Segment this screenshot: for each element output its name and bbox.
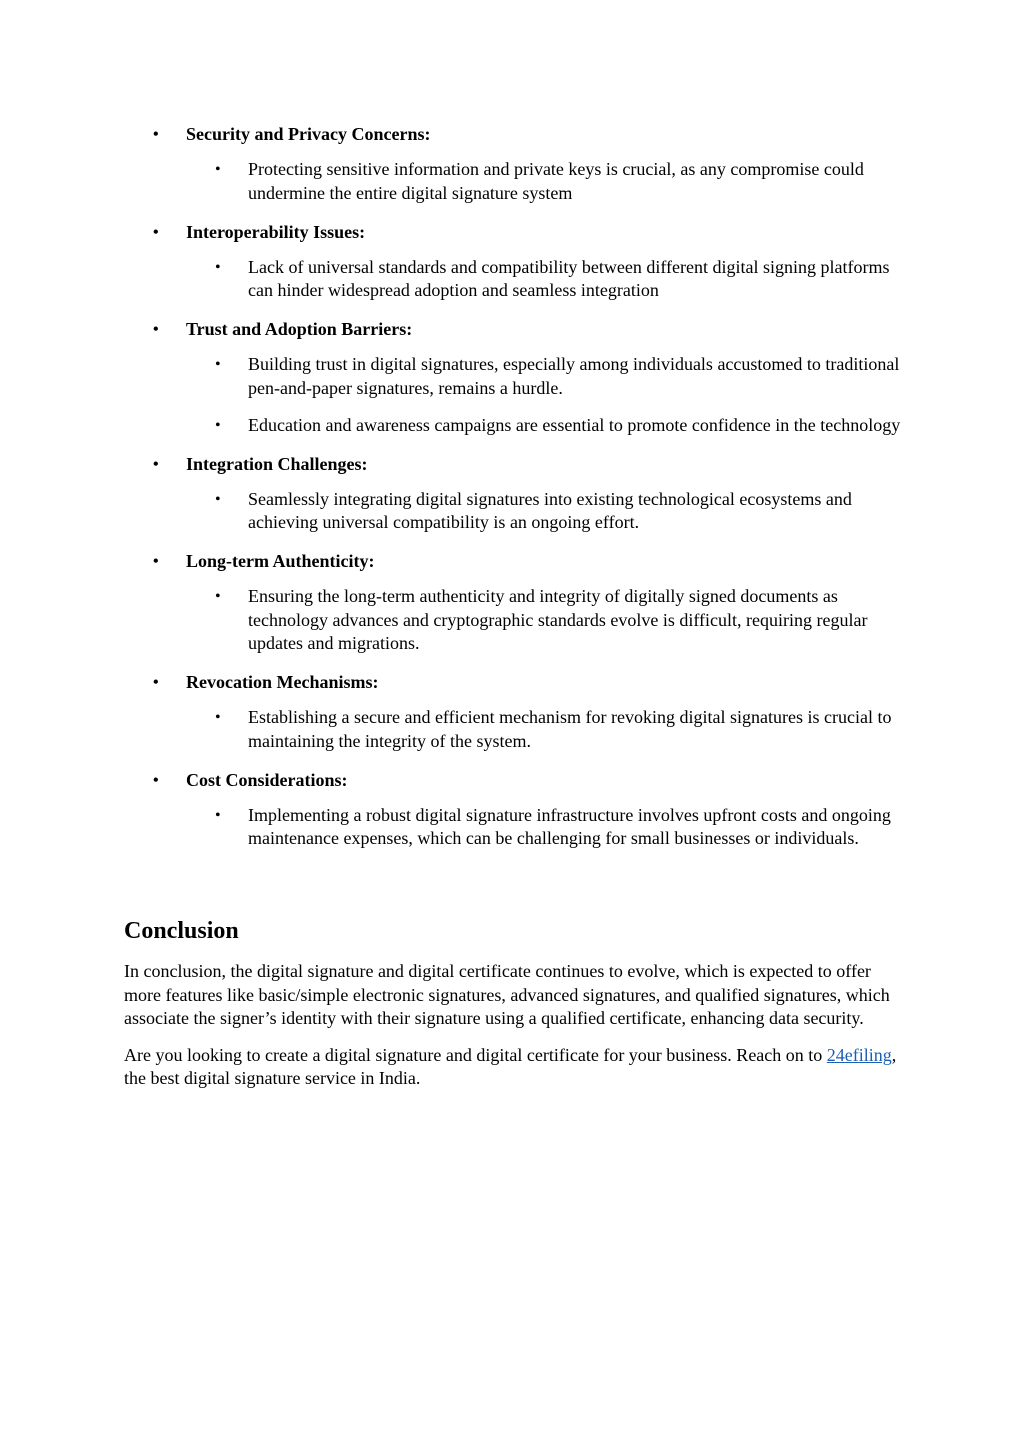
conclusion-paragraph: In conclusion, the digital signature and digital certificate continues to evolve, which is expected to offer more features like basic/simple electronic signatures, advanced signatures, and qualified signatures, which associate the signer’s identity with their signature using a qualified certificate, enhancing data security. — [124, 961, 890, 1028]
sub-list-item-text: Seamlessly integrating digital signatures into existing technological ecosystems and achieving universal compatibility is an ongoing effort. — [248, 488, 852, 532]
cta-text-before: Are you looking to create a digital signature and digital certificate for your business. Reach on to — [124, 1044, 827, 1065]
list-item-title — [153, 548, 1023, 575]
24efiling-link[interactable]: 24efiling — [826, 1044, 892, 1065]
conclusion-heading: Conclusion — [124, 918, 239, 944]
sub-list-item-text: Lack of universal standards and compatibility between different digital signing platforms can hinder widespread adoption and seamless integration — [248, 256, 890, 300]
list-item — [0, 767, 1023, 851]
list-item-title-text: Interoperability Issues: — [186, 221, 366, 242]
list-item-title — [153, 121, 1023, 148]
sub-list-item-text: Ensuring the long-term authenticity and integrity of digitally signed documents as technology advances and cryptographic standards evolve is difficult, requiring regular updates and migrations. — [248, 586, 868, 653]
sub-list-item — [215, 706, 908, 753]
bullet-icon: • — [215, 161, 221, 178]
list-item — [0, 219, 1023, 303]
sub-list-item-text: Establishing a secure and efficient mechanism for revoking digital signatures is crucial to maintaining the integrity of the system. — [248, 707, 892, 751]
call-to-action-paragraph — [124, 1044, 904, 1091]
list-item-title-text: Integration Challenges: — [186, 453, 368, 474]
list-item — [0, 669, 1023, 753]
bullet-icon: • — [153, 455, 159, 473]
list-item — [0, 548, 1023, 656]
sub-list-item — [215, 256, 908, 303]
bullet-icon: • — [153, 321, 159, 338]
bullet-icon: • — [215, 356, 221, 373]
sub-list — [0, 488, 1023, 535]
list-item-title — [153, 767, 1023, 794]
bullet-icon: • — [215, 709, 221, 726]
sub-list-item — [215, 585, 908, 656]
list-item-title-text: Long-term Authenticity: — [186, 551, 375, 571]
bullet-icon: • — [153, 126, 159, 143]
sub-list — [0, 706, 1023, 753]
bullet-icon: • — [215, 588, 221, 605]
list-item-title — [153, 669, 1023, 696]
list-item-title — [153, 451, 1023, 478]
list-item-title — [153, 316, 1023, 343]
sub-list-item — [215, 804, 908, 851]
list-item-title-text: Revocation Mechanisms: — [186, 672, 379, 692]
sub-list-item — [215, 414, 908, 438]
sub-list-item-text: Implementing a robust digital signature infrastructure involves upfront costs and ongoing maintenance expenses, which can be challenging for small businesses or individuals. — [248, 804, 891, 848]
sub-list-item — [215, 353, 908, 400]
sub-list — [0, 585, 1023, 656]
bullet-icon: • — [215, 258, 221, 276]
sub-list — [0, 256, 1023, 303]
sub-list — [0, 353, 1023, 437]
bullet-icon: • — [215, 416, 221, 434]
list-item — [0, 121, 1023, 205]
sub-list-item-text: Protecting sensitive information and private keys is crucial, as any compromise could undermine the entire digital signature system — [248, 159, 864, 203]
conclusion-section — [124, 912, 904, 1104]
list-item-title-text: Cost Considerations: — [186, 769, 348, 790]
cta-text-after: , the best digital signature service in India. — [124, 1044, 897, 1088]
list-item-title — [153, 219, 1023, 246]
challenges-list — [0, 121, 1023, 864]
sub-list-item-text: Education and awareness campaigns are essential to promote confidence in the technology — [248, 414, 901, 435]
sub-list-item — [215, 158, 908, 205]
bullet-icon: • — [215, 806, 221, 824]
sub-list — [0, 804, 1023, 851]
list-item-title-text: Trust and Adoption Barriers: — [186, 319, 413, 339]
bullet-icon: • — [153, 674, 159, 691]
list-item — [0, 316, 1023, 437]
sub-list-item — [215, 488, 908, 535]
sub-list-item-text: Building trust in digital signatures, especially among individuals accustomed to traditional pen-and-paper signatures, remains a hurdle. — [248, 354, 900, 398]
bullet-icon: • — [153, 223, 159, 241]
bullet-icon: • — [215, 490, 221, 508]
list-item-title-text: Security and Privacy Concerns: — [186, 124, 431, 144]
bullet-icon: • — [153, 553, 159, 570]
list-item — [0, 451, 1023, 535]
sub-list — [0, 158, 1023, 205]
bullet-icon: • — [153, 771, 159, 789]
